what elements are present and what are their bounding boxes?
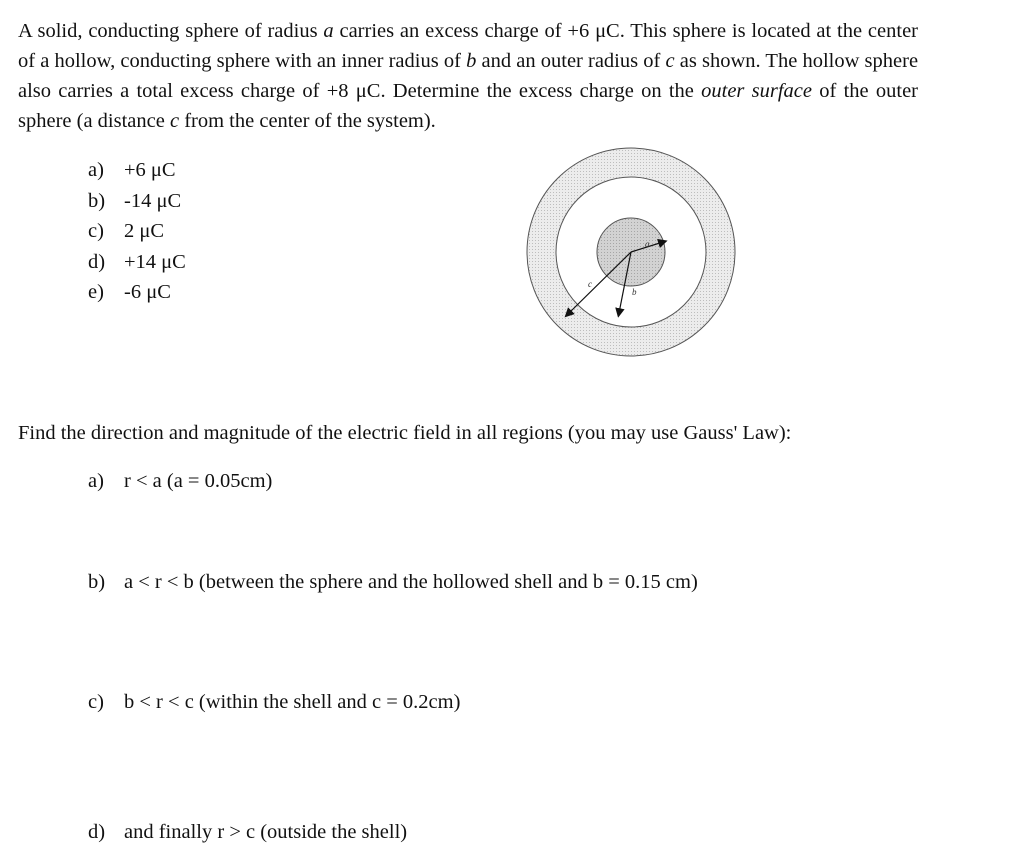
choice-c[interactable]: [88, 216, 186, 247]
variable-a: a: [323, 20, 334, 42]
problem-text: A solid, conducting sphere of radius: [18, 20, 318, 42]
problem-text: as shown. The hollow sphere also carries a total excess charge of +8 μC. Determine the excess charge on the: [18, 50, 919, 102]
choice-text: 2 μC: [124, 220, 165, 242]
diagram-svg: [526, 147, 742, 363]
choice-text: -6 μC: [124, 281, 171, 303]
part2-prompt: Find the direction and magnitude of the electric field in all regions (you may use Gauss' Law):: [18, 422, 792, 444]
item-text: and finally r > c (outside the shell): [124, 821, 408, 843]
variable-c: c: [665, 50, 675, 72]
item-text: r < a (a = 0.05cm): [124, 470, 273, 492]
choice-b[interactable]: [88, 186, 186, 217]
choice-label: b): [88, 189, 106, 212]
item-text: a < r < b (between the sphere and the hollowed shell and b = 0.15 cm): [124, 571, 698, 593]
label-b: b: [632, 287, 637, 297]
part2-item-c: [88, 687, 460, 717]
problem-text: of the outer sphere (a distance: [18, 80, 918, 132]
label-c: c: [588, 279, 592, 289]
concentric-spheres-diagram: [526, 147, 742, 363]
problem-text: from the center of the system).: [184, 110, 436, 132]
problem-text: and an outer radius of: [481, 50, 661, 72]
problem-statement: [18, 16, 918, 136]
item-label: b): [88, 571, 106, 593]
choice-e[interactable]: [88, 277, 186, 308]
choice-text: +6 μC: [124, 159, 176, 181]
variable-b: b: [466, 50, 477, 72]
label-a: a: [645, 239, 650, 249]
choice-a[interactable]: [88, 155, 186, 186]
choice-label: a): [88, 159, 104, 181]
choice-label: c): [88, 220, 104, 242]
problem-text: carries an excess charge of +6 μC. This sphere is located at the center of a hollow, conducting sphere with an inner radius of: [18, 20, 918, 72]
choice-text: +14 μC: [124, 250, 186, 273]
choice-text: -14 μC: [124, 189, 182, 212]
item-text: b < r < c (within the shell and c = 0.2cm): [124, 691, 461, 713]
choice-label: e): [88, 281, 104, 303]
emphasis-outer-surface: outer surface: [701, 80, 813, 102]
part2-item-b: [88, 567, 698, 597]
choice-label: d): [88, 250, 106, 273]
part2-item-d: [88, 817, 407, 847]
item-label: c): [88, 691, 104, 713]
item-label: a): [88, 470, 104, 492]
part2-item-a: [88, 466, 272, 496]
answer-choices: [88, 155, 186, 308]
variable-c: c: [169, 110, 180, 132]
choice-d[interactable]: [88, 247, 186, 278]
item-label: d): [88, 821, 106, 843]
